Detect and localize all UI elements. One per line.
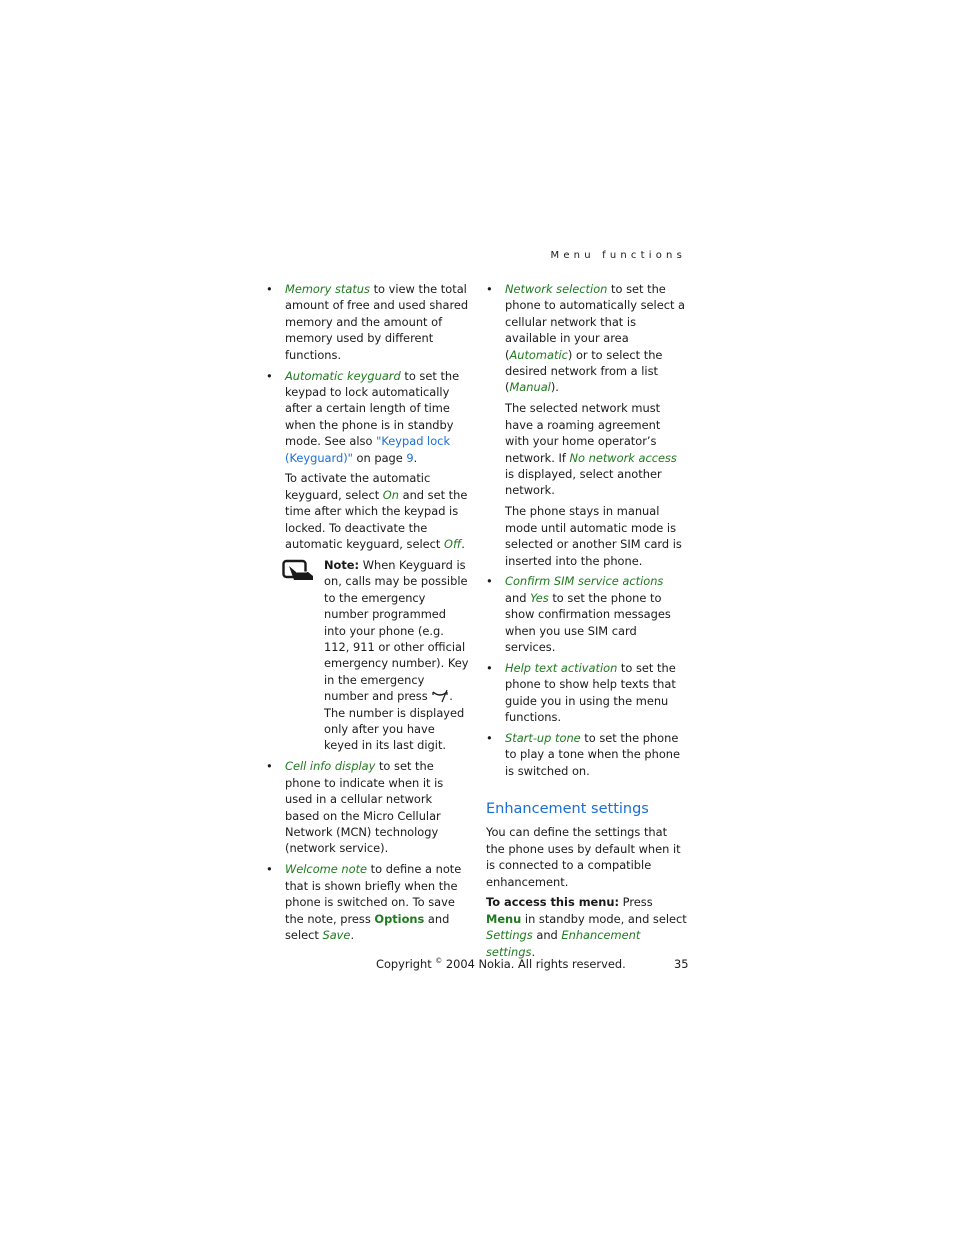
note-label: Note:: [324, 558, 360, 572]
welcome-note-text-2: and select: [285, 911, 450, 942]
option-enhancement-settings: Enhancement settings: [486, 928, 641, 959]
list-item-automatic-keyguard: [266, 368, 470, 466]
note-hand-icon: [282, 557, 316, 583]
right-column: [486, 281, 688, 965]
section-title-enhancement-settings: Enhancement settings: [486, 801, 649, 818]
term-cell-info-display: Cell info display: [285, 759, 376, 774]
access-text-1: Press: [619, 895, 653, 910]
key-options: Options: [374, 911, 425, 926]
manual-mode-paragraph: The phone stays in manual mode until automatic mode is selected or another SIM card is inserted into the phone.: [505, 504, 682, 568]
term-memory-status: Memory status: [285, 282, 370, 296]
list-item-welcome-note: [266, 861, 470, 943]
automatic-keyguard-description: to set the keypad to lock automatically after a certain length of time when the phone is in standby mode. See also: [285, 368, 460, 449]
list-item-confirm-sim-service-actions: [486, 573, 688, 655]
automatic-keyguard-text-2: on page: [352, 450, 407, 465]
list-item-start-up-tone: [486, 730, 688, 779]
activate-text-3: .: [461, 537, 465, 552]
activate-text-1: To activate the automatic keyguard, select: [285, 471, 431, 502]
roaming-text-1: The selected network must have a roaming agreement with your home operator’s network. If: [505, 401, 661, 465]
link-keypad-lock[interactable]: "Keypad lock (Keyguard)": [285, 434, 451, 465]
roaming-paragraph: [505, 400, 688, 498]
start-up-tone-description: to set the phone to play a tone when the phone is switched on.: [505, 731, 681, 778]
activate-text-2: and set the time after which the keypad is locked. To deactivate the automatic keyguard, select: [285, 487, 468, 552]
left-column: [266, 281, 470, 948]
copyright-symbol: ©: [435, 957, 443, 966]
term-start-up-tone: Start-up tone: [505, 731, 581, 746]
confirm-sim-text-2: to set the phone to show confirmation messages when you use SIM card services.: [505, 590, 671, 655]
term-network-selection: Network selection: [505, 282, 608, 296]
list-item-cell-info-display: [266, 758, 470, 856]
copyright-pre: Copyright: [376, 957, 436, 971]
confirm-sim-text-1: and: [505, 590, 531, 605]
note-block: [285, 557, 470, 754]
help-text-description: to set the phone to show help texts that guide you in using the menu functions.: [505, 660, 676, 725]
option-yes: Yes: [530, 590, 549, 605]
note-text-2: . The number is displayed only after you have keyed in its last digit.: [324, 689, 465, 753]
access-label: To access this menu:: [486, 895, 620, 910]
keyguard-activate-paragraph: [285, 470, 470, 552]
list-item-memory-status: [266, 281, 470, 363]
term-welcome-note: Welcome note: [285, 862, 368, 877]
access-text-2: in standby mode, and select: [521, 911, 687, 926]
option-save: Save: [322, 927, 351, 942]
network-selection-text-2: ) or to select the desired network from a list (: [505, 347, 663, 395]
note-text-1: When Keyguard is on, calls may be possible to the emergency number programmed into your phone (e.g. 112, 911 or other official emergency number). Key in the emergency number and press: [324, 558, 469, 704]
option-settings: Settings: [486, 928, 533, 943]
term-automatic-keyguard: Automatic keyguard: [285, 368, 401, 383]
memory-status-description: to view the total amount of free and used shared memory and the amount of memory used by different functions.: [285, 282, 469, 362]
welcome-note-text-1: to define a note that is shown briefly when the phone is switched on. To save the note, press: [285, 862, 462, 926]
enhancement-intro: You can define the settings that the phone uses by default when it is connected to a compatible enhancement.: [486, 825, 681, 889]
cell-info-description: to set the phone to indicate when it is used in a cellular network based on the Micro Cellular Network (MCN) technology (network service).: [285, 759, 444, 856]
option-off: Off: [444, 537, 462, 552]
network-selection-text-1: to set the phone to automatically select a cellular network that is available in your area (: [505, 282, 686, 362]
term-confirm-sim-service-actions: Confirm SIM service actions: [505, 574, 664, 589]
roaming-text-2: is displayed, select another network.: [505, 466, 662, 498]
access-text-3: and: [532, 928, 562, 943]
key-menu: Menu: [486, 911, 522, 926]
status-no-network-access: No network access: [569, 450, 677, 465]
option-automatic: Automatic: [509, 347, 568, 362]
copyright-post: 2004 Nokia. All rights reserved.: [442, 957, 626, 971]
end-key-icon: [431, 689, 449, 703]
footer-copyright: [376, 957, 626, 971]
enhancement-access-paragraph: [486, 894, 688, 960]
list-item-help-text-activation: [486, 660, 688, 726]
page-number: 35: [674, 957, 689, 971]
running-head: Menu functions: [550, 250, 686, 261]
network-selection-text-3: ).: [550, 380, 559, 395]
welcome-note-text-3: .: [350, 927, 355, 942]
term-help-text-activation: Help text activation: [505, 660, 618, 675]
automatic-keyguard-text-3: .: [413, 450, 418, 465]
link-page-9[interactable]: 9: [406, 450, 414, 465]
access-text-4: .: [531, 944, 536, 959]
option-on: On: [382, 487, 399, 502]
option-manual: Manual: [509, 380, 551, 395]
list-item-network-selection: [486, 281, 688, 396]
